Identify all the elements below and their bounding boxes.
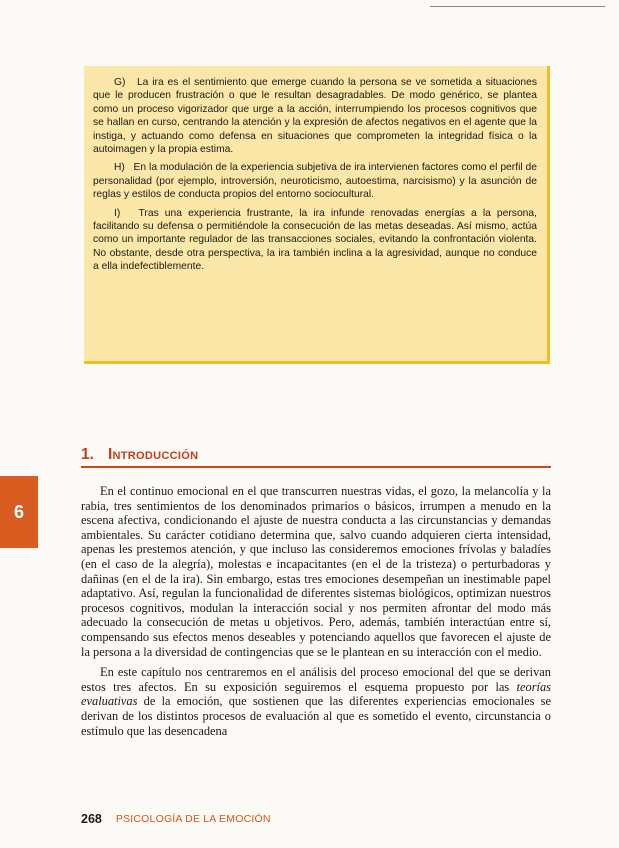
section-heading <box>81 444 551 468</box>
summary-item-h: H) En la modulación de la experiencia subjetiva de ira intervienen factores como el perfil de personalidad (por ejemplo, introversión, neuroticismo, autoestima, narcisismo) y la asunción de reglas y estilos de conducta propios del entorno sociocultural. <box>93 162 537 201</box>
chapter-number: 6 <box>13 501 24 522</box>
paragraph-2-start: En este capítulo nos centraremos en el análisis del proceso emocional del que se derivan estos tres afectos. En su exposición seguiremos el esquema propuesto por las <box>81 665 551 694</box>
paragraph-2 <box>81 665 551 738</box>
summary-item-i: I) Tras una experiencia frustrante, la ira infunde renovadas energías a la persona, facilitando su defensa o permitiéndole la consecución de las metas deseadas. Así mismo, actúa como un importante regulador de las transacciones sociales, evitando la confrontación violenta. No obstante, desde otra perspectiva, la ira también inclina a la agresividad, aunque no conduce a ella indefectiblemente. <box>93 207 537 273</box>
paragraph-1: En el continuo emocional en el que transcurren nuestras vidas, el gozo, la melancolía y la rabia, tres sentimientos de los denominados primarios o básicos, irrumpen a menudo en la escena afectiva, condicionando el ajuste de nuestra conducta a las circunstancias y demandas ambientales. Su carácter cotidiano determina que, salvo cuando adquieren cierta intensidad, apenas les prestemos atención, y que incluso las consideremos emociones frívolas y baladíes (en el caso de la alegría), molestas e incapacitantes (en el de la tristeza) o perturbadoras y dañinas (en el de la ira). Sin embargo, estas tres emociones desempeñan un inestimable papel adaptativo. Así, regulan la funcionalidad de diferentes sistemas biológicos, optimizan nuestros procesos cognitivos, modulan la interacción social y nos permiten afrontar del modo más adecuado la consecución de metas u objetivos. Pero, además, también interactúan entre sí, compensando sus efectos menos deseables y potenciando aquellos que favorecen el ajuste de la persona a la diversidad de contingencias que se le plantean en su interacción con el medio. <box>81 484 551 659</box>
page-number: 268 <box>81 812 102 826</box>
paragraph-2-emphasis: teorías evaluativas <box>81 679 551 709</box>
summary-box <box>84 66 550 364</box>
summary-item-g: G) La ira es el sentimiento que emerge cuando la persona se ve sometida a situaciones que le producen frustración o que le resultan desagradables. De modo genérico, se plantea como un proceso vigorizador que urge a la acción, interrumpiendo los procesos cognitivos que se hallan en curso, centrando la atención y la expresión de afectos negativos en el agente que la instiga, y actuando como defensa en situaciones que comprometen la integridad física o la autoimagen y la propia estima. <box>93 77 537 156</box>
section-number: 1. <box>81 446 94 463</box>
body-text <box>81 484 551 744</box>
page-footer <box>81 811 551 827</box>
book-title: PSICOLOGÍA DE LA EMOCIÓN <box>115 813 271 825</box>
section-title: Introducción <box>107 446 199 463</box>
paragraph-2-end: de la emoción, que sostienen que las diferentes experiencias emocionales se derivan de los distintos procesos de evaluación al que es sometido el evento, circunstancia o estímulo que las desencadena <box>81 694 551 738</box>
chapter-tab <box>0 476 38 548</box>
header-rule <box>430 6 605 7</box>
